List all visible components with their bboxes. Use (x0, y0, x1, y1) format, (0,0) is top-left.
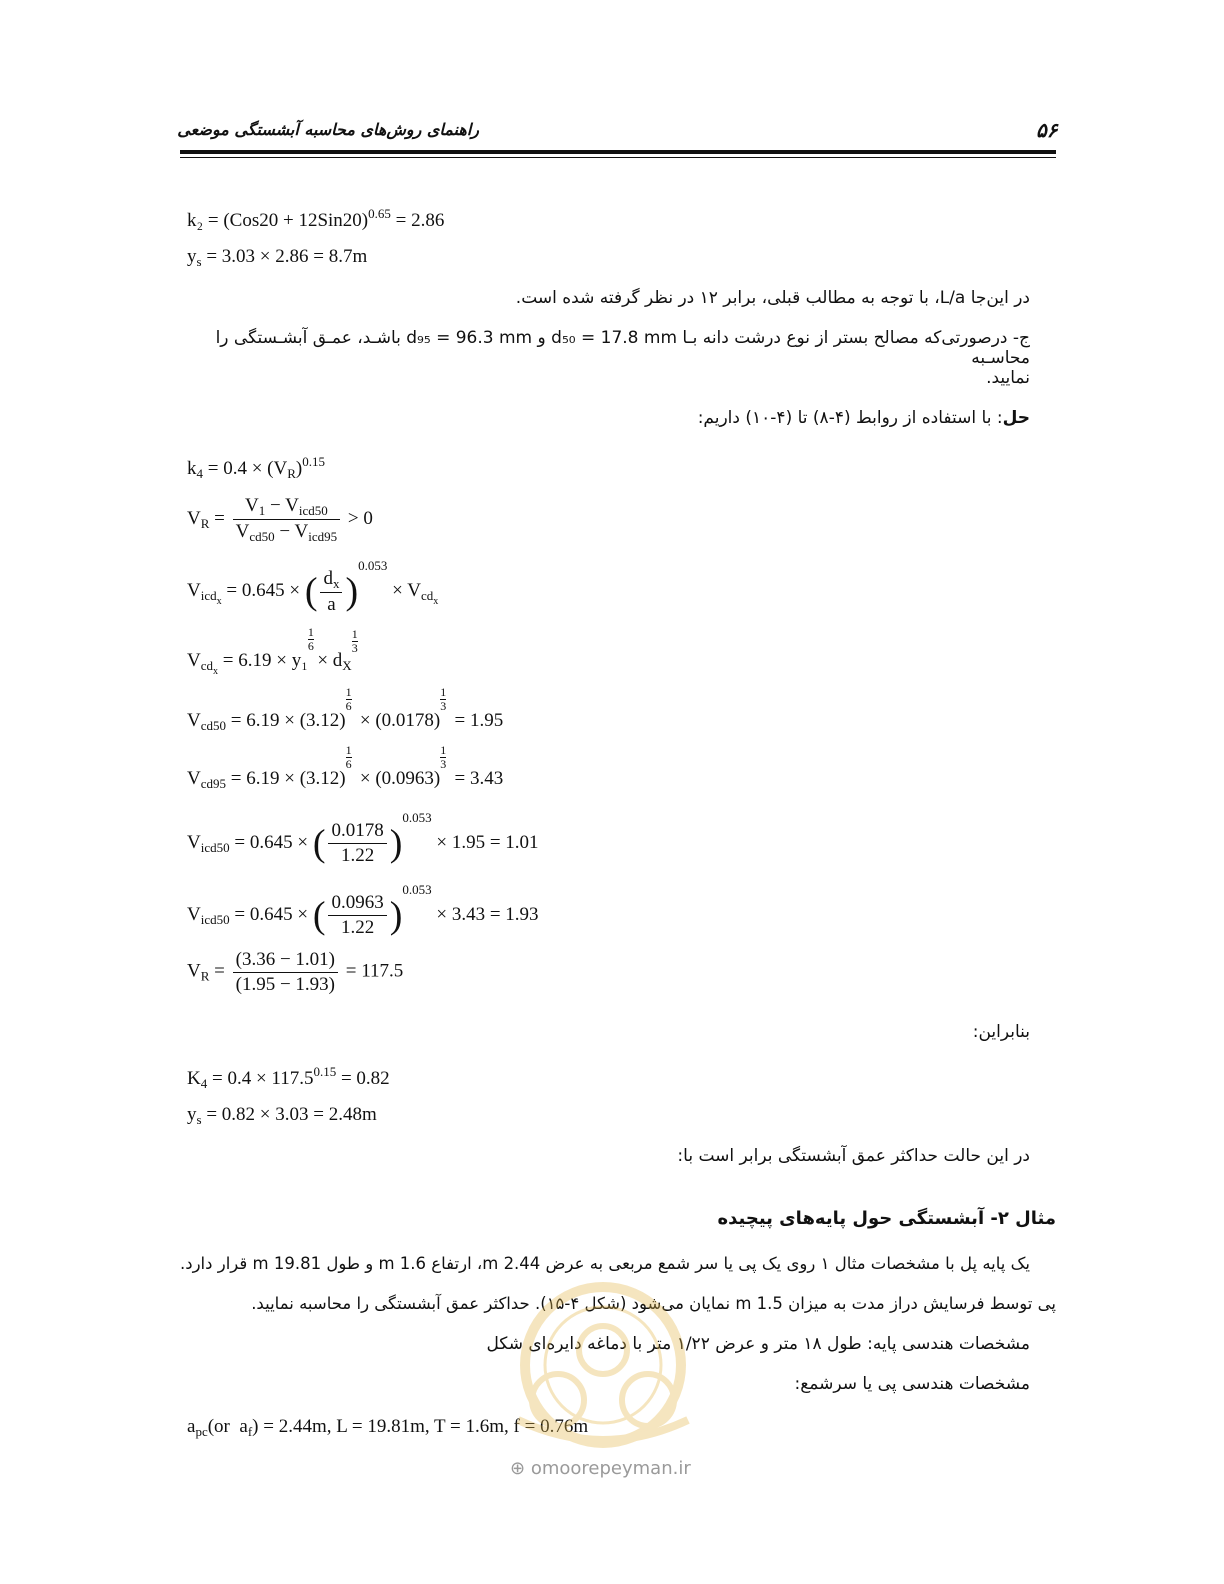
equation-ys-2: $y_s = 0.82 \times 3.03 = 2.48m$ (187, 1104, 377, 1127)
equation-ys-1: $y_s = 3.03 \times 2.86 = 8.7m$ (187, 246, 368, 269)
globe-icon: ⊕ (510, 1458, 526, 1479)
equation-vcd50: $V_{cd50} = 6.19 \times (3.12)$ 1 6 × (0.0178) 1 3 = 1.95 (187, 685, 504, 733)
solution-line (180, 408, 1030, 428)
header-rule-thick (180, 150, 1056, 154)
equation-k4: $k_4 = 0.4 \times (V_R)^{0.15}$ (187, 454, 325, 481)
equation-foundation-geometry: $a_{pc}(or$ $a_f) = 2.44m$, L = 19.81m, T = 1.6m, f = 0.76m (187, 1416, 589, 1439)
paragraph-la: در این‌جا L/a، با توجه به مطالب قبلی، برابر ۱۲ در نظر گرفته شده است. (515, 288, 1030, 308)
example-2-paragraph-1: یک پایه پل با مشخصات مثال ۱ روی یک پی یا سر شمع مربعی به عرض 2.44 m، ارتفاع 1.6 m و طول 19.81 m قرار دارد. (180, 1254, 1030, 1273)
equation-vcdx: $V_{cd_x} = 6.19 \times y_1$ 1 6 × $d_X$ 1 3 (187, 625, 358, 677)
max-depth-sentence: در این حالت حداکثر عمق آبشستگی برابر است با: (677, 1146, 1030, 1166)
example-2-heading: مثال ۲- آبشستگی حول پایه‌های پیچیده (717, 1208, 1056, 1229)
foundation-geometry-label: مشخصات هندسی پی یا سرشمع: (794, 1374, 1030, 1394)
page-number: ۵۶ (1036, 118, 1058, 142)
equation-vicd50-a: $V_{icd50} = 0.645$ × ( $\frac{0.0178}{1.22}$ )$^{0.053}$ × 1.95 = 1.01 (187, 810, 539, 867)
solution-label: حل (1002, 408, 1030, 428)
vr-fraction: $\frac{V_1 - V_{icd50}}{V_{cd50} - V_{icd95}}$ (233, 494, 341, 546)
paragraph-part-c: ج- درصورتی‌که مصالح بستر از نوع درشت دانه بـا d₅₀ = 17.8 mm و d₉₅ = 96.3 mm باشـد، عمـق آبشـستگی را محاسـبه (215, 328, 1030, 368)
watermark-site-text: ⊕ omoorepeyman.ir (510, 1458, 691, 1479)
equation-K4: $K_4 = 0.4 \times 117.5^{0.15} = 0.82$ (187, 1064, 390, 1091)
equation-vcd95: $V_{cd95} = 6.19 \times (3.12)$ 1 6 × (0.0963) 1 3 = 3.43 (187, 743, 504, 791)
equation-vicd50-b: $V_{icd50} = 0.645$ × ( $\frac{0.0963}{1.22}$ )$^{0.053}$ × 3.43 = 1.93 (187, 882, 539, 939)
equation-vr-result: $V_R$ = $\frac{(3.36 - 1.01)}{(1.95 - 1.93)}$ = 117.5 (187, 949, 404, 995)
running-header-title: راهنمای روش‌های محاسبه آبشستگی موضعی (177, 120, 479, 139)
therefore-label: بنابراین: (972, 1022, 1030, 1042)
paragraph-part-c-cont: نمایید. (986, 368, 1030, 388)
header-rule-thin (180, 157, 1056, 158)
equation-vicdx: $V_{icd_x} = 0.645$ × ( $\frac{d_x}{a}$ )$^{0.053} \times V_{cd_x}$ (187, 558, 439, 615)
watermark-seal-icon (488, 1270, 718, 1460)
pier-geometry-line: مشخصات هندسی پایه: طول ۱۸ متر و عرض ۱/۲۲ متر با دماغه دایره‌ای شکل (486, 1334, 1030, 1354)
equation-vr-definition: $V_R$ = $\frac{V_1 - V_{icd50}}{V_{cd50} - V_{icd95}}$ > 0 (187, 495, 373, 545)
solution-text: : با استفاده از روابط (۴-۸) تا (۴-۱۰) داریم: (697, 408, 1003, 428)
example-2-paragraph-2: پی توسط فرسایش دراز مدت به میزان 1.5 m نمایان می‌شود (شکل ۴-۱۵). حداکثر عمق آبشستگی را محاسبه نمایید. (251, 1294, 1056, 1313)
equation-k2: $k_2 = (Cos20 + 12Sin20)^{0.65} = 2.86$ (187, 206, 445, 231)
